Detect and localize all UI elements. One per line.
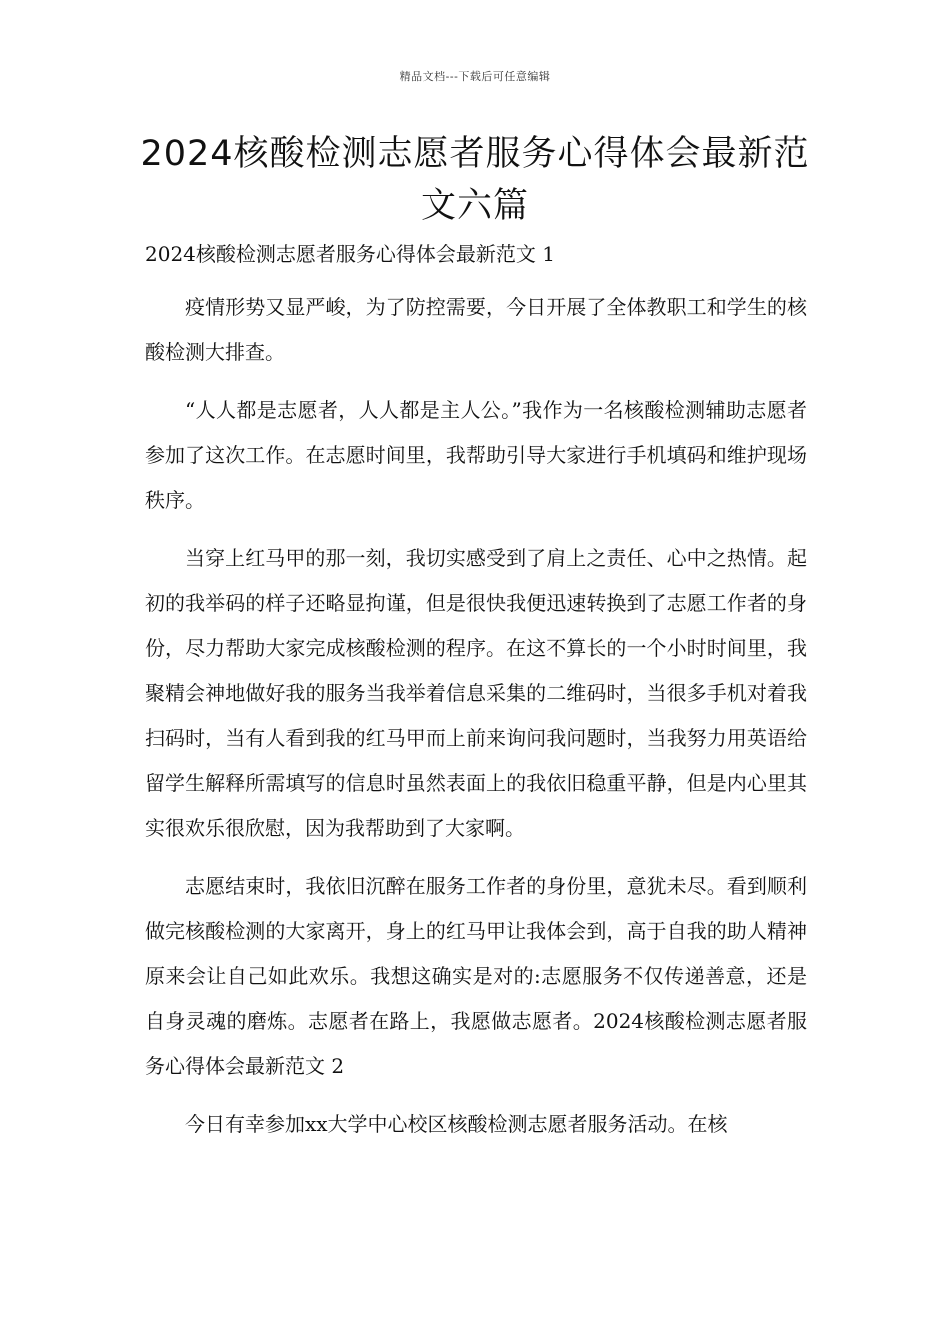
paragraph: 今日有幸参加xx大学中心校区核酸检测志愿者服务活动。在核 [185, 1112, 728, 1136]
header-note: 精品文档---下载后可任意编辑 [399, 70, 551, 83]
paragraph: 疫情形势又显严峻，为了防控需要，今日开展了全体教职工和学生的核酸检测大排查。 [145, 295, 807, 364]
paragraph: 当穿上红马甲的那一刻，我切实感受到了肩上之责任、心中之热情。起初的我举码的样子还略显拘谨，但是很快我便迅速转换到了志愿工作者的身份，尽力帮助大家完成核酸检测的程序。在这不算长的一个小时时间里，我聚精会神地做好我的服务当我举着信息采集的二维码时，当很多手机对着我扫码时，当有人看到我的红马甲而上前来询问我问题时，当我努力用英语给留学生解释所需填写的信息时虽然表面上的我依旧稳重平静，但是内心里其实很欢乐很欣慰，因为我帮助到了大家啊。 [145, 546, 807, 840]
section-heading: 2024核酸检测志愿者服务心得体会最新范文 1 [145, 242, 555, 266]
page-title: 2024核酸检测志愿者服务心得体会最新范文六篇 [140, 134, 810, 226]
paragraph: 志愿结束时，我依旧沉醉在服务工作者的身份里，意犹未尽。看到顺利做完核酸检测的大家离开，身上的红马甲让我体会到，高于自我的助人精神原来会让自己如此欢乐。我想这确实是对的:志愿服务不仅传递善意，还是自身灵魂的磨炼。志愿者在路上，我愿做志愿者。2024核酸检测志愿者服务心得体会最新范文 2 [145, 874, 807, 1078]
document-body [145, 232, 807, 1160]
paragraph: “人人都是志愿者，人人都是主人公。”我作为一名核酸检测辅助志愿者参加了这次工作。在志愿时间里，我帮助引导大家进行手机填码和维护现场秩序。 [145, 398, 807, 512]
